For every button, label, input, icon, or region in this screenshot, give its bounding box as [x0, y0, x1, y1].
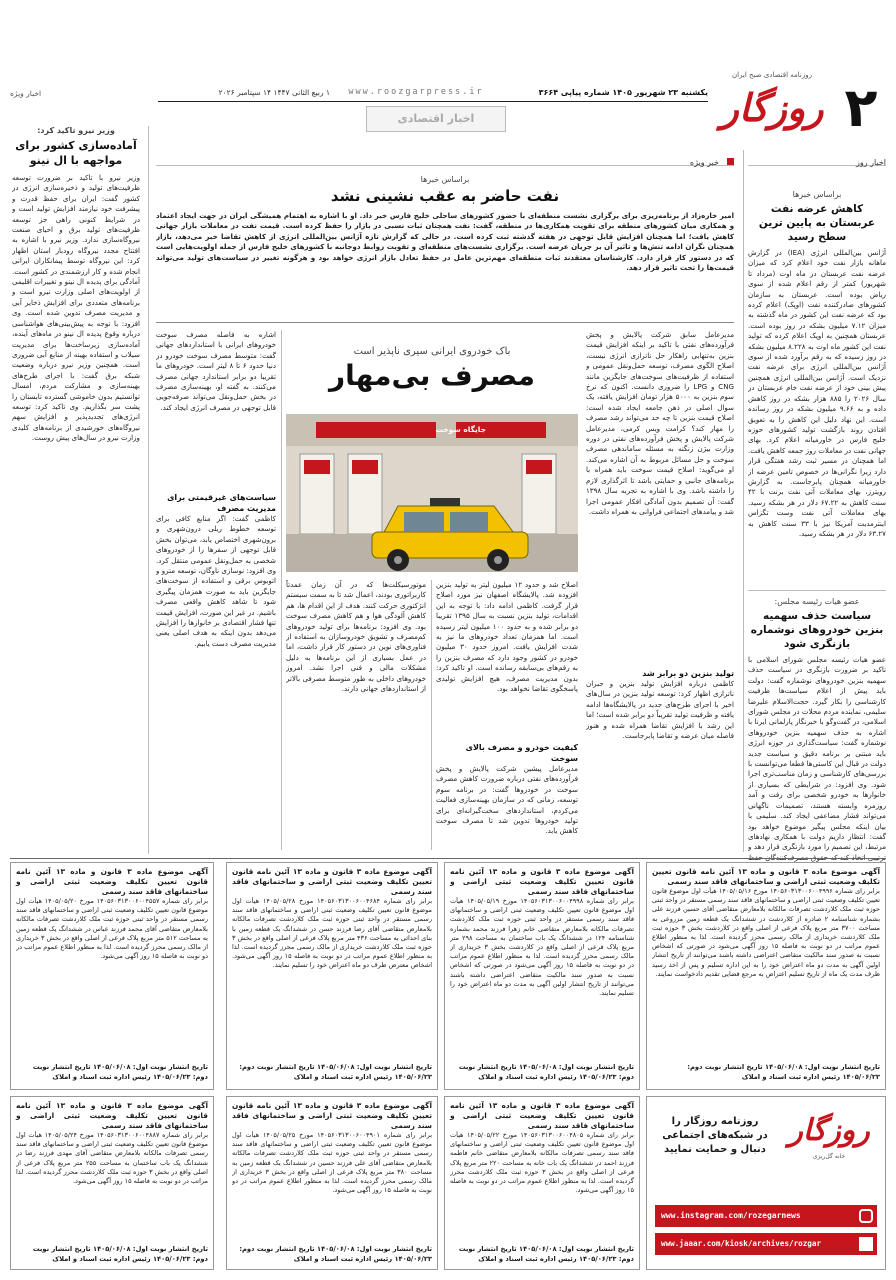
- notice-7-body: برابر رای شماره ۱۴۰۵۶۰۳۱۳۰۰۶۰۰۴۸۸۷ مورخ ۱۴۰۵/۰۵/۲۴ هیأت اول موضوع قانون تعیین تکلیف وضعیت ثبتی اراضی و ساختمانهای فاقد سند رسمی تصرفات مالکانه بلامعارض متقاضی آقای مهدی فرزند رضا در ششدانگ یک باب ساختمان به مساحت ۲۵۵ متر مربع پلاک فرعی از اصلی واقع در بخش ۳ حوزه ثبت ملک کلاردشت محرز گردیده است. لذا مراتب در دو نوبت به فاصله ۱۵ روز آگهی می‌شود.: [16, 1131, 208, 1186]
- page-number: ۲: [844, 76, 878, 139]
- feature-col4-sub: سیاست‌های غیرقیمتی برای مدیریت مصرف: [167, 493, 276, 513]
- promo-text-1: روزنامه روزگار را: [671, 1116, 759, 1127]
- date-line: یکشنبه ۲۳ شهریور ۱۴۰۵ شماره پیاپی ۳۶۶۴: [538, 88, 708, 97]
- center-lead: امیر خاره‌زاد از برنامه‌ریزی برای برگزاری نشست منطقه‌ای با حضور کشورهای ساحلی خلیج فارس خبر داد. او با اشاره به اهتمام همیشگی ایران در جهت ایجاد اعتماد و همکاری میان کشورهای منطقه برای تقویت همکاری‌ها در منطقه، گفت: نفت همچنان ثبات نسبی در بازار را حفظ کرده است. قیمت نفت در معاملات بازار جهانی کاهش یافت؛ اما همچنان افزایش قابل توجهی در هفته گذشته ثبت کرده است. در حالی که گزارش تازه آژانس بین‌المللی انرژی از کاهش تقاضا خبر می‌دهد، بازار همچنان نگران ادامه تنش‌ها و تاثیر آن بر جریان عرضه است. برگزاری نشست‌های منطقه‌ای و تقویت روابط دوجانبه با کشورهای خلیج فارس از جمله اولویت‌هایی است که در دستور کار قرار دارد. کارشناسان معتقدند ثبات منطقه‌ای مهم‌ترین عامل در حفظ تعادل بازار انرژی خواهد بود و هرگونه تغییر در سیاست‌های تولید می‌تواند قیمت‌ها را تحت تاثیر قرار دهد.: [156, 211, 734, 273]
- banner-text: اخبار اقتصادی: [397, 112, 475, 125]
- notice-3-title: آگهی موضوع ماده ۳ قانون و ماده ۱۳ آئین نامه قانون تعیین تکلیف وضعیت ثبتی اراضی و ساختمانهای فاقد سند رسمی: [232, 867, 432, 896]
- story2-body: عضو هیات رئیسه مجلس شورای اسلامی با تاکید بر ضرورت بازنگری در سیاست حذف سهمیه بنزین خودروهای نوشماره گفت: دولت باید پیش از اعلام سیاست‌ها ظرفیت کارشناسی را بکار گیرد. حجت‌الاسلام علیرضا سلیمی، نماینده مردم محلات در مجلس شورای اسلامی، در گفت‌وگو با خبرنگار پارلمانی ایرنا با اشاره به حذف سهمیه بنزین خودروهای نوشماره گفت: سیاست‌گذاری در حوزه انرژی باید مبتنی بر برنامه دقیق و سیاست جدید دولت در قبال این کاستی‌ها قطعا می‌توانست با بررسی‌های کارشناسی و زمان مناسب‌تری اجرا شود. وی افزود: در شرایطی که بسیاری از خانوارها به خودرو شخصی برای رفت و آمد روزمره وابسته هستند، تصمیمات ناگهانی می‌تواند فشار مضاعفی ایجاد کند. سلیمی با بیان اینکه مجلس پیگیر موضوع خواهد بود گفت: انتظار داریم دولت با همکاری نهادهای مرتبط، این تصمیم را مورد بازنگری قرار دهد و: [748, 655, 886, 852]
- notice-6-body: برابر رای شماره ۱۴۰۵۶۰۳۱۳۰۰۶۰۰۴۹۰۱ مورخ ۱۴۰۵/۰۵/۲۵ هیأت اول موضوع قانون تعیین تکلیف وضعیت ثبتی اراضی و ساختمانهای فاقد سند رسمی مستقر در واحد ثبتی حوزه ثبت ملک کلاردشت تصرفات مالکانه بلامعارض متقاضی آقای علی فرزند حسین در ششدانگ یک قطعه زمین به مساحت ۳۸۰ متر مربع پلاک فرعی از اصلی واقع در بخش ۳ خریداری از مالک رسمی محرز گردیده است. لذا به منظور اطلاع عموم مراتب در دو نوبت به فاصله ۱۵ روز آگهی می‌شود.: [232, 1131, 432, 1195]
- feature-col1-sub-body: کاظمی درباره افزایش تولید بنزین و جبران ناترازی اظهار کرد: توسعه تولید بنزین در سال‌های اخیر با اجرای طرح‌های جدید در پالایشگاه‌ها ادامه یافته و ظرفیت تولید تقریباً دو برابر شده است؛ اما این رشد با افزایش تقاضا همراه شده و هنوز فاصله میان عرضه و تقاضا پابرجاست.: [586, 679, 734, 741]
- feature-col1: مدیرعامل سابق شرکت پالایش و پخش فرآورده‌های نفتی با تاکید بر اینکه افزایش قیمت بنزین به‌تنهایی راهکار حل ناترازی انرژی نیست، اصلاح الگوی مصرف، توسعه حمل‌ونقل عمومی و استفاده از ظرفیت‌های سوخت‌های جایگزین مانند CNG و LPG را ضروری دانست. اکنون که نرخ سوم بنزین به ۵۰۰۰ هزار تومان افزایش یافته، یک سوال اصلی در ذهن جامعه ایجاد شده است: اصلاح قیمت بنزین تا چه حد می‌تواند رشد مصرف را مهار کند؟ کرامت ویس کرمی، مدیرعامل شرکت پالایش و پخش فرآورده‌های نفتی در دوره وزارت بیژن زنگنه به مسئله ساماندهی مصرف سوخت و حل مسائل مربوط به آن اشاره می‌کند. او می‌گوید: اصلاح قیمت سوخت باید همراه با برنامه‌های جانبی و حمایتی باشد تا اثرگذاری لازم را داشته باشد. وی با اشاره به تجربه سال ۱۳۹۸ گفت: آن تصمیم بدون آمادگی افکار عمومی اجرا شد و پیامدهای اجتماعی فراوانی به همراه داشت.: [586, 330, 734, 516]
- kiosk-icon: [859, 1237, 873, 1251]
- left-body: وزیر نیرو با تاکید بر ضرورت توسعه ظرفیت‌های تولید و ذخیره‌سازی انرژی در کشور گفت: ایران برای حفظ قدرت و پیشرفت خود نیازمند افزایش تولید است و در شرایط کنونی راهی جز توسعه ظرفیت‌های تولید برق و احیای صنعت نیروگاه‌سازی ندارد. وزیر نیرو با اشاره به افتتاح مجدد نیروگاه رودبار استان اظهار کرد: این نیروگاه توسط پیمانکاران ایرانی انجام شده و کار ارزشمندی در کشور است. آمادگی برای پدیده ال نینو و تغییرات اقلیمی از اولویت‌های اصلی وزارت نیرو است و برنامه‌های متعددی برای افزایش ذخایر آبی و مدیریت مصرف تدوین شده است. وی افزود: با توجه به پیش‌بینی‌های هواشناسی درباره وقوع پدیده ال نینو در ماه‌های آینده، آماده‌سازی زیرساخت‌ها برای مدیریت سیلاب و استفاده بهینه از منابع آبی ضروری است. همچنین وزیر نیرو درباره وضعیت شبکه برق گفت: با اجرای طرح‌های بهینه‌سازی و مشارکت مردم، امسال توانستیم بدون خاموشی گسترده تابستان را پشت سر بگذاریم. وی تاکید کرد: توسعه انرژی‌های تجدیدپذیر و افزایش سهم نیروگاه‌های خورشیدی از برنامه‌های کلیدی وزارت نیرو در سال‌های پیش روست.: [12, 173, 140, 443]
- feature-col4-sub-body: کاظمی گفت: اگر منابع کافی برای توسعه خطوط ریلی درون‌شهری و برون‌شهری اختصاص یابد، می‌توان بخش قابل توجهی از سفرها را از خودروهای شخصی به حمل‌ونقل عمومی منتقل کرد. وی افزود: نوسازی ناوگان، توسعه مترو و اتوبوس برقی و استفاده از سوخت‌های جایگزین باید به صورت همزمان پیگیری شود تا شاهد کاهش واقعی مصرف باشیم. در غیر این صورت، افزایش قیمت تنها فشار اقتصادی بر خانوارها را افزایش می‌دهد بدون اینکه به هدف اصلی یعنی مدیریت مصرف دست یابیم.: [156, 514, 276, 648]
- notice-3-foot: تاریخ انتشار نوبت اول: ۱۴۰۵/۰۶/۰۸ تاریخ انتشار نوبت دوم: ۱۴۰۵/۰۶/۲۳ رئیس اداره ثبت اسناد و املاک: [239, 1063, 432, 1081]
- notice-1-title: آگهی موضوع ماده ۳ قانون و ماده ۱۳ آئین نامه قانون تعیین تکلیف وضعیت ثبتی اراضی و ساختمانهای فاقد سند رسمی: [652, 867, 880, 886]
- notice-4: [10, 862, 214, 1090]
- promo-instagram-row[interactable]: [655, 1205, 877, 1227]
- banner-box: [366, 106, 506, 132]
- masthead-slogan: روزنامه اقتصادی صبح ایران: [731, 71, 813, 79]
- notice-4-title: آگهی موضوع ماده ۳ قانون و ماده ۱۳ آئین نامه قانون تعیین تکلیف وضعیت ثبتی اراضی و ساختمانهای فاقد سند رسمی: [16, 867, 208, 896]
- notice-2-foot: تاریخ انتشار نوبت اول: ۱۴۰۵/۰۶/۰۸ تاریخ انتشار نوبت دوم: ۱۴۰۵/۰۶/۲۳ رئیس اداره ثبت اسناد و املاک: [458, 1063, 634, 1081]
- feature-col4: اشاره به فاصله مصرف سوخت خودروهای ایرانی با استانداردهای جهانی گفت: متوسط مصرف سوخت خودرو در دنیا حدود ۶ تا ۸ لیتر است. خودروهای ما تقریبا دو برابر استاندارد جهانی مصرف می‌کنند. به گفته او، بهینه‌سازی مصرف در بخش حمل‌ونقل می‌تواند صرفه‌جویی قابل توجهی در مصرف انرژی ایجاد کند.: [156, 330, 276, 412]
- promo-box: [646, 1096, 886, 1270]
- center-section-tag: [156, 150, 734, 166]
- story1-kicker: براساس خبرها: [792, 190, 842, 199]
- notice-5-foot: تاریخ انتشار نوبت اول: ۱۴۰۵/۰۶/۰۸ تاریخ انتشار نوبت دوم: ۱۴۰۵/۰۶/۲۳ رئیس اداره ثبت اسناد و املاک: [458, 1245, 634, 1263]
- left-headline: آماده‌سازی کشور برای مواجهه با ال نینو: [15, 139, 137, 167]
- notice-2-body: برابر رای شماره ۱۴۰۵۶۰۳۱۳۰۰۶۰۰۴۹۹۸ مورخ ۱۴۰۵/۰۵/۱۹ هیأت اول موضوع قانون تعیین تکلیف وضعیت ثبتی اراضی و ساختمانهای فاقد سند رسمی مستقر در واحد ثبتی حوزه ثبت ملک کلاردشت تصرفات مالکانه بلامعارض متقاضی خانم زهرا فرزند محمد بشماره شناسنامه ۱۲۴ در ششدانگ یک باب ساختمان به مساحت ۲۹۸ متر مربع پلاک فرعی از اصلی واقع در کلاردشت بخش ۳ خریداری از مالک رسمی محرز گردیده است. لذا به منظور اطلاع عموم مراتب در دو نوبت به فاصله ۱۵ روز آگهی می‌شود در صورتی که اشخاص نسبت به صدور سند مالکیت متقاضی اعتراضی داشته باشند می‌توانند از تاریخ انتشار اولین آگهی به مدت دو ماه اعتراض خود را تسلیم نمایند.: [450, 897, 634, 998]
- center-top: [156, 150, 734, 318]
- notice-1-body: برابر رای شماره ۱۴۰۵۶۰۳۱۳۰۰۶۰۰۴۹۹۶ مورخ ۱۴۰۵/۰۵/۱۶ هیأت اول موضوع قانون تعیین تکلیف وضعیت ثبتی اراضی و ساختمانهای فاقد سند رسمی مستقر در واحد ثبتی حوزه ثبت ملک کلاردشت تصرفات مالکانه بلامعارض متقاضی آقای حسین فرزند علی بشماره شناسنامه ۲ صادره از کلاردشت در ششدانگ یک قطعه زمین مزروعی به مساحت ۳۷۰۰ متر مربع پلاک فرعی از اصلی واقع در کلاردشت بخش ۳ حوزه ثبت ملک کلاردشت خریداری از مالک رسمی محرز گردیده است. لذا به منظور اطلاع عموم مراتب در دو نوبت به فاصله ۱۵ روز آگهی می‌شود در صورتی که اشخاص نسبت به صدور سند مالکیت متقاضی اعتراضی داشته باشند می‌توانند از تاریخ انتشار اولین آگهی به مدت دو ماه اعتراض خود را به این اداره تسلیم و پس از اخذ رسید ظرف مدت یک ماه از تاریخ تسلیم اعتراض به مرجع قضایی تقدیم دادخواست نمایند.: [652, 887, 880, 978]
- notice-6-foot: تاریخ انتشار نوبت اول: ۱۴۰۵/۰۶/۰۸ تاریخ انتشار نوبت دوم: ۱۴۰۵/۰۶/۲۳ رئیس اداره ثبت اسناد و املاک: [239, 1245, 432, 1263]
- feature-col2-sub: کیفیت خودرو و مصرف بالای سوخت: [465, 743, 578, 763]
- left-section-tag: اخبار ویژه: [10, 89, 42, 98]
- center-headline: نفت حاضر به عقب نشینی نشد: [330, 187, 560, 205]
- feature-col2-sub-body: مدیرعامل پیشین شرکت پالایش و پخش فرآورده‌های نفتی درباره ضرورت کاهش مصرف سوخت در خودروها گفت: در برنامه سوم توسعه، زمانی که در سازمان بهینه‌سازی فعالیت می‌کردم، استانداردهای سخت‌گیرانه‌ای برای تولید خودروها تدوین شد تا مصرف سوخت کاهش یابد.: [436, 764, 578, 836]
- story2-headline: سیاست حذف سهمیه بنزین خودروهای نوشماره بازنگری شود: [750, 610, 884, 650]
- story2-kicker: عضو هیات رئیسه مجلس:: [774, 597, 860, 606]
- notice-1: [646, 862, 886, 1090]
- feature-headline-block: [286, 346, 578, 408]
- notice-1-foot: تاریخ انتشار نوبت اول: ۱۴۰۵/۰۶/۰۸ تاریخ انتشار نوبت دوم: ۱۴۰۵/۰۶/۲۳ رئیس اداره ثبت اسناد و املاک: [687, 1063, 880, 1081]
- gas-station-illustration: [286, 414, 578, 572]
- notice-2: [444, 862, 640, 1090]
- instagram-icon: [859, 1209, 873, 1223]
- right-column: [748, 150, 886, 850]
- story1-headline: کاهش عرضه نفت عربستان به پایین ترین سطح رسید: [758, 203, 876, 243]
- notice-6: [226, 1096, 438, 1270]
- notice-7: [10, 1096, 214, 1270]
- feature-image-label: جایگاه سوخت: [435, 425, 486, 434]
- notice-5: [444, 1096, 640, 1270]
- story1-body: آژانس بین‌المللی انرژی (IEA) در گزارش ماهانه بازار نفت خود اعلام کرد که میزان عرضه نفت عربستان در ماه اوت (مرداد تا شهریور) کمتر از رقم اعلام شده از سوی ریاض بوده است. عربستان به سازمان کشورهای صادرکننده نفت (اوپک) اعلام کرده بود که عرضه نفت این کشور در ماه گذشته به میزان ۷.۱۲ میلیون بشکه در روز بوده است. عربستان همچنین به اوپک اعلام کرده که تولید نفت این کشور ماه اوت به ۸.۲۲۸ میلیون بشکه در روز رسیده که به رقم برآورد شده از سوی آژانس بین‌المللی انرژی برای عرضه نفت نزدیک است. آژانس بین‌المللی انرژی همچنین پیش بینی خود از عرضه نفت خام عربستان در سال ۲۰۲۶ را ۸۸۵ هزار بشکه در روز کاهش داده و به ۹.۶۶ میلیون بشکه در روز رسانده است. این نهاد دلیل این کاهش را به تعویق افتادن روند بازگشت تولید کشورهای حوزه خلیج فارس در خاورمیانه اعلام کرد. بهای جهانی نفت در معاملات روز جمعه کاهش یافت. اما همچنان در مسیر ثبت رشد هفتگی قرار دارد زیرا نگرانی‌ها در خصوص تامین عرضه از خاورمیانه همچنان پابرجاست. به گزارش رویترز، بهای معاملات آتی نفت برنت با ۴۲ سنت کاهش به ۶۷.۲۲ دلار در هر بشکه رسید. بهای معاملات آتی نفت وست تگزاس اینترمدیت آمریکا نیز با ۳۳ سنت کاهش به ۶۳.۲۷ دلار در هر بشکه رسید.: [748, 248, 886, 538]
- right-section-label: اخبار روز: [855, 158, 886, 167]
- promo-text: [655, 1115, 775, 1157]
- hijri-date: ۱ ربیع الثانی ۱۴۴۷ ۱۴ سپتامبر ۲۰۲۶: [218, 88, 330, 97]
- notice-7-title: آگهی موضوع ماده ۳ قانون و ماده ۱۳ آئین نامه قانون تعیین تکلیف وضعیت ثبتی اراضی و ساختمانهای فاقد سند رسمی: [16, 1101, 208, 1130]
- promo-logo-text: روزگار: [788, 1113, 870, 1148]
- right-section-tag: [748, 150, 886, 166]
- notice-7-foot: تاریخ انتشار نوبت اول: ۱۴۰۵/۰۶/۰۸ تاریخ انتشار نوبت دوم: ۱۴۰۵/۰۶/۲۳ رئیس اداره ثبت اسناد و املاک: [32, 1245, 208, 1263]
- notice-4-foot: تاریخ انتشار نوبت اول: ۱۴۰۵/۰۶/۰۸ تاریخ انتشار نوبت دوم: ۱۴۰۵/۰۶/۲۳ رئیس اداره ثبت اسناد و املاک: [32, 1063, 208, 1081]
- feature-headline: مصرف بی‌مهار: [329, 359, 535, 392]
- notice-5-title: آگهی موضوع ماده ۳ قانون و ماده ۱۳ آئین نامه قانون تعیین تکلیف وضعیت ثبتی اراضی و ساختمانهای فاقد سند رسمی: [450, 1101, 634, 1130]
- masthead-logo: روزگار: [720, 86, 824, 130]
- feature-col3: موتورسیکلت‌ها که در آن زمان عمدتاً کاربراتوری بودند، اعمال شد تا به سمت سیستم انژکتوری حرکت کنند. هدف از این اقدام ها، هم کاهش آلودگی هوا و هم کاهش مصرف سوخت بود. وی افزود: برنامه‌ها برای تولید خودروهای کم‌مصرف و تشویق خودروسازان به استفاده از فناوری‌های نوین در دستور کار قرار داشت، اما در عمل بسیاری از این برنامه‌ها به دلیل مشکلات مالی و فنی اجرا نشد. امروز خودروهای داخلی به طور متوسط مصرفی بالاتر از استانداردهای جهانی دارند.: [286, 580, 426, 694]
- promo-instagram-link[interactable]: www.instagram.com/rozegarnews: [661, 1211, 801, 1220]
- promo-text-3: دنبال و حمایت نمایید: [664, 1144, 766, 1155]
- notice-5-body: برابر رای شماره ۱۴۰۵۶۰۳۱۳۰۰۶۰۰۴۸۰۵ مورخ ۱۴۰۵/۰۵/۲۲ هیأت اول موضوع قانون تعیین تکلیف وضعیت ثبتی اراضی و ساختمانهای فاقد سند رسمی تصرفات مالکانه بلامعارض متقاضی خانم فاطمه فرزند احمد در ششدانگ یک باب خانه به مساحت ۲۲۰ متر مربع پلاک فرعی از اصلی واقع در بخش ۳ حوزه ثبت ملک کلاردشت محرز گردیده است. لذا به منظور اطلاع عموم مراتب در دو نوبت به فاصله ۱۵ روز آگهی می‌شود.: [450, 1131, 634, 1195]
- notice-6-title: آگهی موضوع ماده ۳ قانون و ماده ۱۳ آئین نامه قانون تعیین تکلیف وضعیت ثبتی اراضی و ساختمانهای فاقد سند رسمی: [232, 1101, 432, 1130]
- feature-col2: اصلاح شد و حدود ۱۲ میلیون لیتر به تولید بنزین افزوده شد. پالایشگاه اصفهان نیز مورد اصلاح قرار گرفت. کاظمی ادامه داد: با توجه به این اقدامات، تولید بنزین نسبت به سال ۱۳۹۵ تقریبا دو برابر شده و به حدود ۱۰۰ میلیون لیتر رسیده است. اما همزمان تعداد خودروهای ما نیز به شدت افزایش یافت. امروز حدود ۳۰ میلیون خودرو در کشور وجود دارد که مصرف بنزین را به رقم‌های بی‌سابقه رسانده است. او تاکید کرد: بدون مدیریت مصرف، هیچ افزایش تولیدی پاسخگوی تقاضا نخواهد بود.: [436, 580, 578, 694]
- promo-jaaar-row[interactable]: [655, 1233, 877, 1255]
- website[interactable]: www.roozgarpress.ir: [348, 87, 484, 97]
- promo-logo-badge: خانه گل‌ریزی: [812, 1153, 846, 1160]
- left-kicker: وزیر نیرو تاکید کرد:: [37, 126, 115, 135]
- feature-col-b: [436, 580, 578, 850]
- center-section-icon: [727, 158, 734, 165]
- feature-kicker: باک خودروی ایرانی سیری ناپذیر است: [353, 346, 511, 357]
- feature-col-d: [156, 330, 276, 850]
- promo-logo: [781, 1109, 877, 1165]
- notice-3: [226, 862, 438, 1090]
- notice-4-body: برابر رای شماره ۱۴۰۵۶۰۳۱۳۰۰۶۰۰۴۵۵۷ مورخ ۱۴۰۵/۰۵/۲۰ هیأت اول موضوع قانون تعیین تکلیف وضعیت ثبتی اراضی و ساختمانهای فاقد سند رسمی مستقر در واحد ثبتی حوزه ثبت ملک کلاردشت تصرفات مالکانه بلامعارض متقاضی آقای محمد فرزند عباس در ششدانگ یک قطعه زمین به مساحت ۵۱۲ متر مربع پلاک فرعی از اصلی واقع در بخش ۳ خریداری از مالک رسمی محرز گردیده است. لذا به منظور اطلاع عموم مراتب در دو نوبت به فاصله ۱۵ روز آگهی می‌شود.: [16, 897, 208, 961]
- promo-text-2: در شبکه‌های اجتماعی: [662, 1130, 768, 1141]
- feature-col-a: [586, 330, 734, 850]
- feature-image: [286, 414, 578, 572]
- center-kicker: براساس خبرها: [420, 175, 470, 184]
- left-column: [12, 126, 140, 854]
- center-section-label: خبر ویژه: [689, 158, 719, 167]
- notice-2-title: آگهی موضوع ماده ۳ قانون و ماده ۱۳ آئین نامه قانون تعیین تکلیف وضعیت ثبتی اراضی و ساختمانهای فاقد سند رسمی: [450, 867, 634, 896]
- notice-3-body: برابر رای شماره ۱۴۰۵۶۰۳۱۳۰۰۶۰۰۴۶۸۴ مورخ ۱۴۰۵/۰۵/۲۸ هیأت اول موضوع قانون تعیین تکلیف وضعیت ثبتی اراضی و ساختمانهای فاقد سند رسمی مستقر در واحد ثبتی حوزه ثبت ملک کلاردشت تصرفات مالکانه بلامعارض متقاضی آقای رضا فرزند حسن در ششدانگ یک قطعه زمین با بنای احداثی به مساحت ۴۳۶ متر مربع پلاک فرعی از اصلی واقع در بخش ۳ حوزه ثبت ملک کلاردشت خریداری از مالک رسمی محرز گردیده است. لذا به منظور اطلاع عموم مراتب در دو نوبت به فاصله ۱۵ روز آگهی می‌شود. اشخاص معترض ظرف دو ماه اعتراض خود را تسلیم نمایند.: [232, 897, 432, 970]
- feature-col1-sub: تولید بنزین دو برابر شد: [642, 669, 734, 678]
- promo-jaaar-link[interactable]: www.jaaar.com/kiosk/archives/rozgar: [661, 1239, 822, 1248]
- feature-col-c: [286, 580, 426, 850]
